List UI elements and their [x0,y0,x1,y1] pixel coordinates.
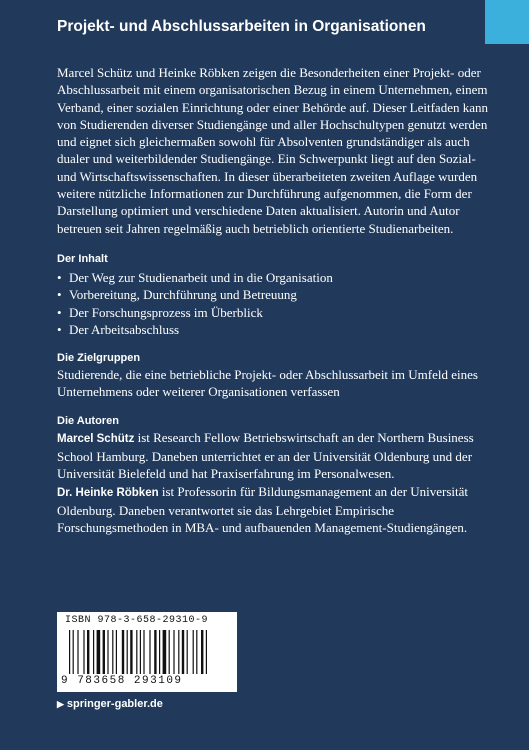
publisher-url: springer-gabler.de [66,698,163,710]
accent-bar [485,0,529,44]
isbn-label: ISBN 978-3-658-29310-9 [65,615,209,626]
author-2-bio: Dr. Heinke Röbken ist Professorin für Bildungsmanagement an der Universität Oldenburg. Daneben verantwortet sie das Lehrgebiet Empirische Forschungsmethoden in MBA- und aufbauenden Management-Studiengängen. [57,483,469,536]
author-2-name: Dr. Heinke Röbken [57,486,159,499]
target-heading: Die Zielgruppen [57,352,141,365]
list-item: • Der Weg zur Studienarbeit und in die Organisation [57,269,333,285]
target-text: Studierende, die eine betriebliche Projekt- oder Abschlussarbeit im Umfeld eines Unternehmens oder weiterer Organisationen verfassen [57,367,478,400]
publisher-link[interactable] [57,698,163,710]
bullet-icon: • [57,304,62,320]
barcode-icon [67,630,227,674]
arrow-icon: ▶ [57,699,64,709]
main-content [57,64,497,537]
isbn-barcode [57,612,237,692]
list-item: • Vorbereitung, Durchführung und Betreuung [57,287,297,303]
ean-number: 9 783658 293109 [61,675,183,687]
list-item: • Der Arbeitsabschluss [57,321,180,337]
intro-paragraph: Marcel Schütz und Heinke Röbken zeigen die Besonderheiten einer Projekt- oder Abschlussarbeit mit einem organisatorischen Bezug in einem Unternehmen, einem Verband, einer sozialen Einrichtung oder einer Behörde auf. Dieser Leitfaden kann von Studierenden diverser Studiengänge und aller Hochschultypen genutzt werden und eignet sich gleichermaßen sowohl für Absolventen grundständiger als auch dualer und weiterbildender Studiengänge. Ein Schwerpunkt liegt auf den Sozial- und Wirtschaftswissenschaften. In dieser überarbeiteten zweiten Auflage wurden weitere nützliche Informationen zur Durchführung aufgenommen, die Form der Darstellung optimiert und verschiedene Daten aktualisiert. Autorin und Autor betreuen seit Jahren regelmäßig auch betrieblich orientierte Studienarbeiten. [57,65,488,236]
contents-list [57,269,497,338]
page-title: Projekt- und Abschlussarbeiten in Organisationen [57,18,426,35]
authors-heading: Die Autoren [57,414,119,427]
bullet-icon: • [57,287,62,303]
list-item: • Der Forschungsprozess im Überblick [57,304,263,320]
author-1-name: Marcel Schütz [57,432,135,445]
author-1-bio: Marcel Schütz ist Research Fellow Betriebswirtschaft an der Northern Business School Hamburg. Daneben unterrichtet er an der Universität Oldenburg und der Universität Bielefeld und hat Praxiserfahrung im Personalwesen. [57,429,474,482]
bullet-icon: • [57,321,62,337]
contents-heading: Der Inhalt [57,252,108,265]
bullet-icon: • [57,269,62,285]
